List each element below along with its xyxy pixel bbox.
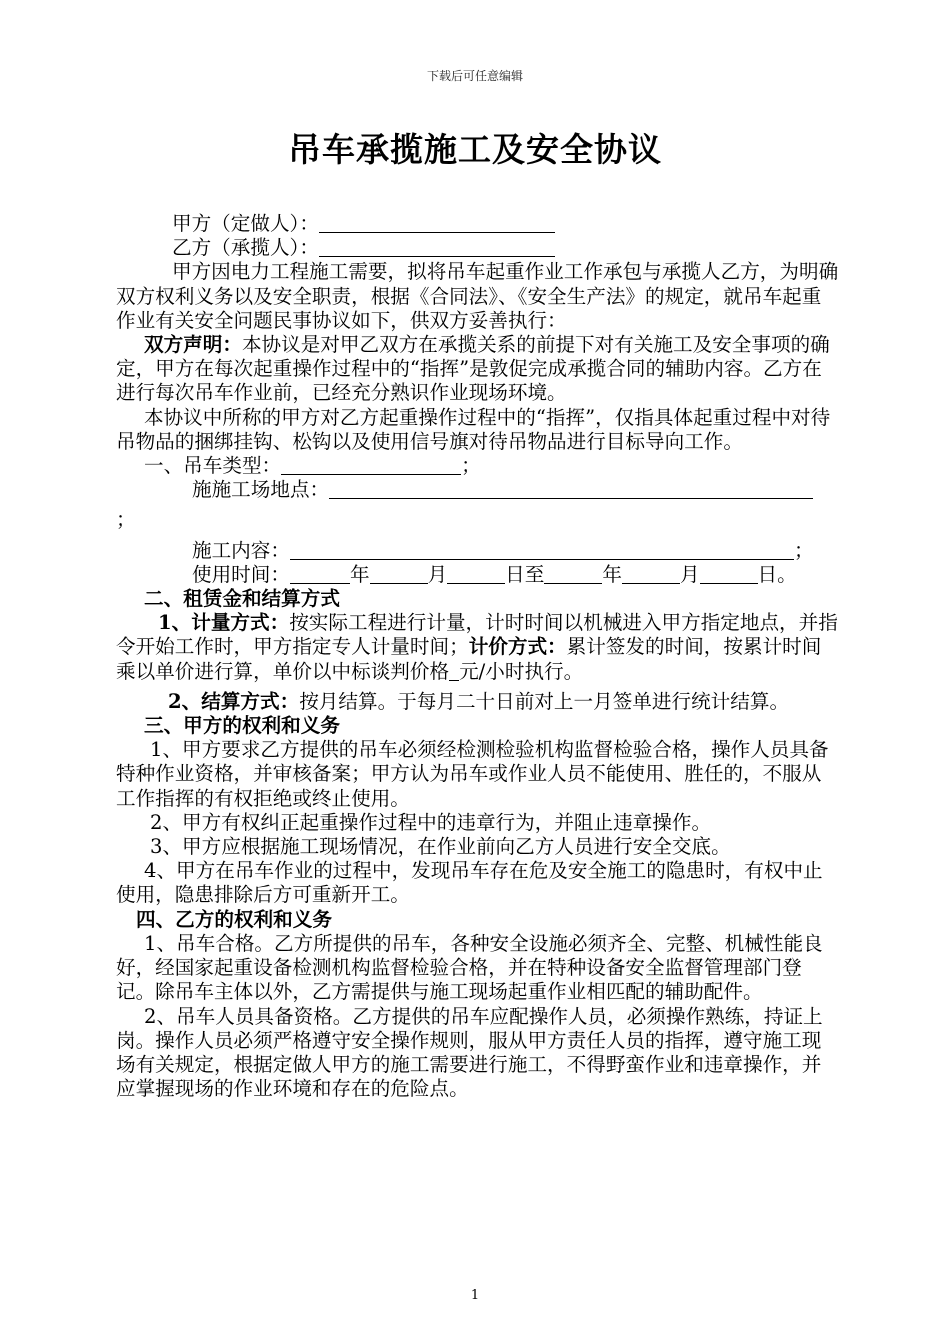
- statement-text: 本协议是对甲乙双方在承揽关系的前提下对有关施工及安全事项的确定，甲方在每次起重操作过程中的“指挥”是敦促完成承揽合同的辅助内容。乙方在进行每次吊车作业前，已经充分熟识作业现场环境。: [116, 333, 830, 405]
- party-b-line: [116, 236, 840, 260]
- section-2-title: 二、租赁金和结算方式: [144, 587, 340, 611]
- party-b-duty-2: 2、吊车人员具备资格。乙方提供的吊车应配操作人员，必须操作熟练，持证上岗。操作人员必须严格遵守安全操作规则，服从甲方责任人员的指挥，遵守施工现场有关规定，根据定做人甲方的施工需要进行施工，不得野蛮作业和违章操作，并应掌握现场的作业环境和存在的危险点。: [116, 1004, 823, 1101]
- site-blank: [329, 480, 813, 499]
- party-b-blank: [319, 238, 555, 257]
- statement-label: 双方声明：: [144, 333, 242, 357]
- document-title: 吊车承揽施工及安全协议: [288, 130, 662, 169]
- party-a-line: [116, 212, 840, 236]
- time-start-year-blank: [290, 565, 350, 584]
- crane-type-line: [116, 454, 840, 478]
- time-line: [116, 563, 840, 587]
- section-4-title: 四、乙方的权利和义务: [136, 907, 332, 931]
- metering-label: 1、计量方式：: [158, 611, 290, 635]
- time-end-day-blank: [700, 565, 758, 584]
- command-note-paragraph: 本协议中所称的甲方对乙方起重操作过程中的“指挥”，仅指具体起重过程中对待吊物品的捆绑挂钩、松钩以及使用信号旗对待吊物品进行目标导向工作。: [116, 405, 831, 453]
- time-month-unit: 月: [427, 562, 448, 586]
- time-start-day-blank: [447, 565, 505, 584]
- party-a-label: 甲方（定做人）：: [172, 212, 319, 235]
- settlement-label: 2、结算方式：: [168, 689, 300, 713]
- content-label: 施工内容：: [192, 538, 290, 562]
- crane-type-blank: [281, 456, 461, 475]
- content-semicolon: ；: [793, 538, 814, 562]
- party-b-label: 乙方（承揽人）：: [172, 236, 319, 260]
- crane-type-semicolon: ；: [461, 454, 481, 478]
- statement-paragraph: [116, 333, 840, 406]
- time-end-day-unit: 日。: [757, 562, 797, 586]
- metering-paragraph: [116, 611, 840, 684]
- time-year-unit: 年: [349, 562, 370, 586]
- content-line: [116, 539, 840, 563]
- party-a-duty-4: 4、甲方在吊车作业的过程中，发现吊车存在危及安全施工的隐患时，有权中止使用，隐患排除后方可重新开工。: [116, 859, 823, 907]
- party-a-blank: [319, 214, 555, 233]
- time-end-year-blank: [544, 565, 602, 584]
- page-number: 1: [470, 1288, 480, 1303]
- document-body: [116, 212, 840, 1101]
- party-b-duty-1: 1、吊车合格。乙方所提供的吊车，各种安全设施必须齐全、完整、机械性能良好，经国家起重设备检测机构监督检验合格，并在特种设备安全监督管理部门登记。除吊车主体以外，乙方需提供与施工现场起重作业相匹配的辅助配件。: [116, 931, 823, 1004]
- page-header: 下载后可任意编辑: [426, 69, 523, 83]
- party-a-duty-3: 3、甲方应根据施工现场情况，在作业前向乙方人员进行安全交底。: [150, 835, 731, 859]
- party-a-duty-2: 2、甲方有权纠正起重操作过程中的违章行为，并阻止违章操作。: [150, 810, 712, 834]
- time-end-month-unit: 月: [679, 562, 700, 586]
- section-3-title: 三、甲方的权利和义务: [144, 714, 340, 738]
- pricing-label: 计价方式：: [468, 635, 567, 659]
- metering-text: 按实际工程进行计量，计时时间以机械进入甲方指定地点，并指令开始工作时，甲方指定专人计量时间；: [116, 611, 838, 659]
- price-blank: [449, 662, 459, 681]
- time-end-year-unit: 年: [602, 562, 622, 586]
- site-semicolon: ；: [116, 508, 136, 532]
- settlement-paragraph: [116, 690, 840, 714]
- time-start-month-blank: [370, 565, 428, 584]
- crane-type-label: 一、吊车类型：: [144, 454, 282, 478]
- party-a-duty-1: 1、甲方要求乙方提供的吊车必须经检测检验机构监督检验合格，操作人员具备特种作业资格，并审核备案；甲方认为吊车或作业人员不能使用、胜任的，不服从工作指挥的有权拒绝或终止使用。: [116, 738, 829, 810]
- content-blank: [290, 541, 794, 560]
- time-end-month-blank: [622, 565, 680, 584]
- pricing-tail: 元/小时执行。: [459, 659, 584, 683]
- site-label: 施施工场地点：: [192, 478, 330, 502]
- intro-paragraph: 甲方因电力工程施工需要，拟将吊车起重作业工作承包与承揽人乙方，为明确双方权利义务以及安全职责，根据《合同法》、《安全生产法》的规定，就吊车起重作业有关安全问题民事协议如下，供双方妥善执行：: [116, 260, 839, 332]
- pricing-text: 累计签发的时间，按累计时间乘以单价进行算，单价以中标谈判价格: [116, 635, 822, 683]
- settlement-text: 按月结算。于每月二十日前对上一月签单进行统计结算。: [299, 689, 790, 713]
- site-line: [116, 478, 840, 502]
- time-to-unit: 日至: [505, 562, 545, 586]
- time-label: 使用时间：: [192, 562, 290, 586]
